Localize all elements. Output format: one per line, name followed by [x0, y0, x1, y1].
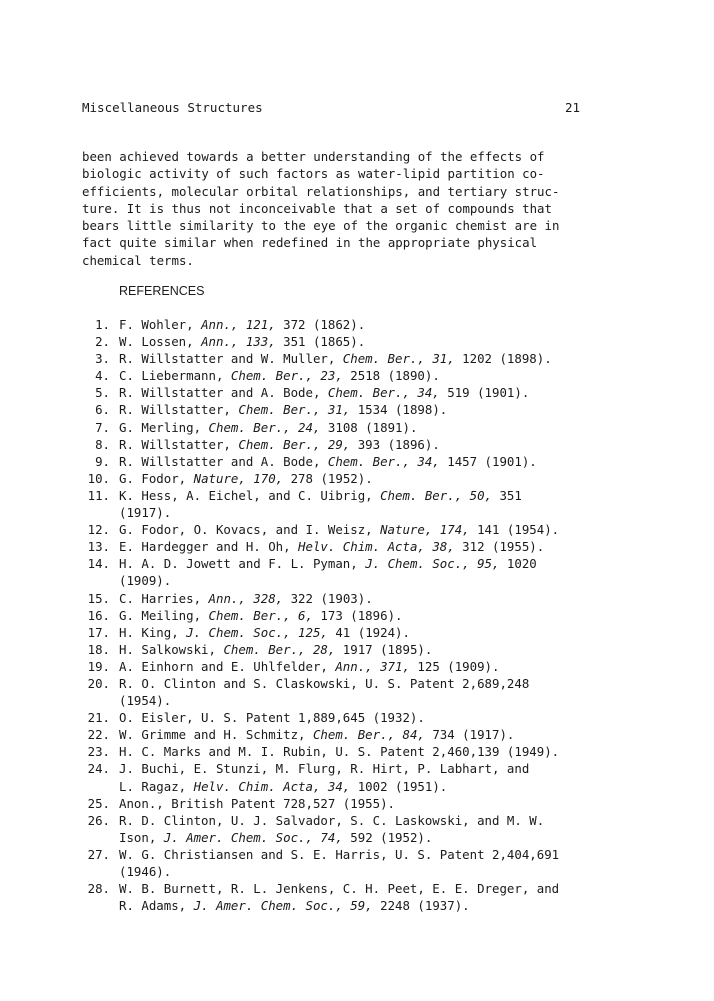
reference-number: 14. [87, 556, 110, 572]
reference-pages: 125 (1909). [409, 658, 500, 674]
reference-line [119, 350, 600, 367]
reference-number: 27. [87, 846, 110, 862]
reference-item [80, 453, 600, 470]
reference-journal: Chem. Ber., 84, [312, 727, 425, 743]
reference-item [80, 658, 600, 675]
reference-continuation [119, 897, 600, 914]
reference-pages: 734 (1917). [424, 727, 515, 743]
reference-year: (1954). [119, 693, 172, 709]
reference-authors: C. Liebermann, [119, 368, 231, 384]
reference-authors: F. Wohler, [119, 317, 202, 332]
reference-continuation [119, 572, 600, 589]
reference-pages: 1917 (1895). [335, 641, 433, 657]
references-list [80, 316, 600, 914]
reference-journal: J. Chem. Soc., 95, [365, 556, 500, 572]
reference-journal: Ann., 121, [201, 317, 276, 332]
reference-journal: Chem. Ber., 34, [327, 453, 440, 469]
reference-line [119, 555, 600, 572]
reference-journal: Ann., 133, [201, 334, 276, 350]
reference-pages: 2518 (1890). [342, 368, 440, 384]
reference-pages: 1020 [499, 556, 537, 572]
reference-pages: 2248 (1937). [372, 898, 470, 914]
reference-authors: C. Harries, [119, 590, 209, 606]
reference-journal: Chem. Ber., 24, [208, 419, 321, 435]
reference-number: 25. [87, 795, 110, 811]
reference-authors: R. Willstatter and A. Bode, [119, 385, 328, 401]
reference-authors: O. Eisler, U. S. Patent 1,889,645 (1932). [119, 710, 425, 726]
reference-item [80, 367, 600, 384]
reference-line [119, 641, 600, 658]
reference-line [119, 401, 600, 418]
reference-pages: 351 [492, 487, 522, 503]
reference-authors: W. G. Christiansen and S. E. Harris, U. S. Patent 2,404,691 [119, 846, 560, 862]
reference-authors: W. Grimme and H. Schmitz, [119, 727, 313, 743]
reference-journal: Chem. Ber., 29, [238, 436, 351, 452]
reference-line [119, 607, 600, 624]
reference-number: 10. [87, 470, 110, 486]
paragraph-line: ture. It is thus not inconceivable that a set of compounds that [82, 200, 552, 216]
reference-number: 8. [95, 436, 110, 452]
reference-authors: R. Willstatter, [119, 436, 239, 452]
reference-journal: Chem. Ber., 31, [342, 351, 455, 367]
reference-continuation [119, 778, 600, 795]
reference-item [80, 812, 600, 846]
reference-line [119, 384, 600, 401]
paragraph-line: fact quite similar when redefined in the appropriate physical [82, 235, 538, 251]
reference-item [80, 709, 600, 726]
reference-item [80, 333, 600, 350]
reference-number: 11. [87, 487, 110, 503]
reference-line [119, 538, 600, 555]
reference-number: 28. [87, 881, 110, 897]
reference-pages: 1457 (1901). [439, 453, 537, 469]
reference-line [119, 743, 600, 760]
reference-line [119, 675, 600, 692]
reference-item [80, 743, 600, 760]
reference-authors: H. C. Marks and M. I. Rubin, U. S. Patent 2,460,139 (1949). [119, 744, 560, 760]
reference-pages: 173 (1896). [312, 607, 403, 623]
reference-line [119, 453, 600, 470]
reference-number: 7. [95, 419, 110, 435]
reference-item [80, 487, 600, 521]
reference-item [80, 350, 600, 367]
reference-authors: R. Willstatter, [119, 402, 239, 418]
reference-item [80, 624, 600, 641]
reference-authors: E. Hardegger and H. Oh, [119, 539, 299, 555]
reference-line [119, 795, 600, 812]
reference-number: 23. [87, 744, 110, 760]
reference-line [119, 367, 600, 384]
reference-journal: J. Amer. Chem. Soc., 74, [163, 829, 343, 845]
reference-continuation [119, 504, 600, 521]
reference-number: 16. [87, 607, 110, 623]
reference-authors: L. Ragaz, [119, 778, 194, 794]
reference-number: 6. [95, 402, 110, 418]
reference-number: 2. [95, 334, 110, 350]
reference-journal: Ann., 371, [335, 658, 410, 674]
reference-number: 4. [95, 368, 110, 384]
reference-authors: G. Fodor, [119, 470, 194, 486]
reference-item [80, 538, 600, 555]
reference-item [80, 641, 600, 658]
reference-item [80, 470, 600, 487]
reference-line [119, 590, 600, 607]
reference-pages: 372 (1862). [275, 317, 366, 332]
reference-pages: 351 (1865). [275, 334, 366, 350]
reference-pages: 322 (1903). [283, 590, 373, 606]
reference-line [119, 436, 600, 453]
reference-item [80, 419, 600, 436]
reference-item [80, 760, 600, 794]
reference-journal: Chem. Ber., 23, [230, 368, 343, 384]
references-heading: REFERENCES [119, 284, 205, 298]
paragraph-line: biologic activity of such factors as water-lipid partition co- [82, 166, 545, 182]
reference-number: 24. [87, 761, 110, 777]
reference-pages: 393 (1896). [350, 436, 440, 452]
page-number: 21 [564, 100, 580, 115]
reference-authors: G. Fodor, O. Kovacs, and I. Weisz, [119, 522, 381, 538]
reference-number: 18. [87, 641, 110, 657]
reference-year: (1909). [119, 573, 172, 589]
reference-item [80, 607, 600, 624]
reference-item [80, 521, 600, 538]
reference-line [119, 726, 600, 743]
reference-pages: 1002 (1951). [350, 778, 448, 794]
reference-item [80, 401, 600, 418]
reference-year: (1917). [119, 505, 172, 521]
reference-line [119, 709, 600, 726]
reference-authors: R. Willstatter and A. Bode, [119, 453, 328, 469]
reference-journal: Nature, 174, [380, 522, 470, 538]
reference-line [119, 521, 600, 538]
reference-item [80, 795, 600, 812]
reference-authors: R. Willstatter and W. Muller, [119, 351, 343, 367]
reference-pages: 519 (1901). [439, 385, 530, 401]
reference-number: 21. [87, 710, 110, 726]
reference-authors: G. Meiling, [119, 607, 209, 623]
reference-item [80, 726, 600, 743]
reference-number: 5. [95, 385, 110, 401]
body-paragraph [82, 148, 582, 269]
reference-continuation [119, 829, 600, 846]
reference-authors: W. Lossen, [119, 334, 202, 350]
reference-line [119, 470, 600, 487]
reference-line [119, 333, 600, 350]
reference-item [80, 846, 600, 880]
reference-number: 22. [87, 727, 110, 743]
reference-number: 9. [95, 453, 110, 469]
reference-journal: J. Amer. Chem. Soc., 59, [193, 898, 373, 914]
reference-number: 17. [87, 624, 110, 640]
reference-authors: R. Adams, [119, 898, 194, 914]
reference-authors: Ison, [119, 829, 164, 845]
reference-item [80, 675, 600, 709]
reference-pages: 278 (1952). [283, 470, 373, 486]
reference-journal: Chem. Ber., 50, [380, 487, 492, 503]
reference-authors: R. O. Clinton and S. Claskowski, U. S. Patent 2,689,248 [119, 675, 530, 691]
reference-journal: Chem. Ber., 6, [208, 607, 313, 623]
reference-journal: J. Chem. Soc., 125, [186, 624, 328, 640]
reference-line [119, 846, 600, 863]
reference-number: 1. [95, 317, 110, 332]
reference-number: 15. [87, 590, 110, 606]
reference-authors: K. Hess, A. Eichel, and C. Uibrig, [119, 487, 381, 503]
reference-pages: 141 (1954). [469, 522, 560, 538]
reference-pages: 592 (1952). [342, 829, 433, 845]
reference-journal: Chem. Ber., 31, [238, 402, 351, 418]
reference-continuation [119, 692, 600, 709]
paragraph-line: bears little similarity to the eye of the organic chemist are in [82, 218, 560, 234]
reference-line [119, 487, 600, 504]
reference-pages: 1534 (1898). [350, 402, 448, 418]
reference-line [119, 880, 600, 897]
reference-line [119, 419, 600, 436]
paragraph-line: efficients, molecular orbital relationships, and tertiary struc- [82, 183, 560, 199]
reference-item [80, 590, 600, 607]
reference-authors: G. Merling, [119, 419, 209, 435]
reference-number: 20. [87, 675, 110, 691]
reference-continuation [119, 863, 600, 880]
reference-line [119, 812, 600, 829]
reference-authors: Anon., British Patent 728,527 (1955). [119, 795, 396, 811]
reference-number: 12. [87, 522, 110, 538]
reference-number: 19. [87, 658, 110, 674]
reference-pages: 41 (1924). [327, 624, 410, 640]
reference-journal: Helv. Chim. Acta, 34, [193, 778, 351, 794]
reference-authors: H. A. D. Jowett and F. L. Pyman, [119, 556, 366, 572]
reference-pages: 312 (1955). [454, 539, 545, 555]
reference-item [80, 384, 600, 401]
reference-journal: Chem. Ber., 34, [327, 385, 440, 401]
reference-line [119, 658, 600, 675]
reference-number: 13. [87, 539, 110, 555]
reference-authors: A. Einhorn and E. Uhlfelder, [119, 658, 336, 674]
reference-number: 3. [95, 351, 110, 367]
reference-item [80, 316, 600, 333]
reference-authors: H. King, [119, 624, 187, 640]
reference-authors: J. Buchi, E. Stunzi, M. Flurg, R. Hirt, P. Labhart, and [119, 761, 530, 777]
paragraph-line: been achieved towards a better understanding of the effects of [82, 149, 545, 164]
reference-number: 26. [87, 812, 110, 828]
reference-item [80, 880, 600, 914]
reference-pages: 3108 (1891). [320, 419, 418, 435]
reference-journal: Chem. Ber., 28, [223, 641, 336, 657]
reference-line [119, 316, 600, 333]
reference-line [119, 760, 600, 777]
reference-authors: R. D. Clinton, U. J. Salvador, S. C. Laskowski, and M. W. [119, 812, 545, 828]
reference-authors: W. B. Burnett, R. L. Jenkens, C. H. Peet, E. E. Dreger, and [119, 881, 560, 897]
running-title: Miscellaneous Structures [82, 100, 263, 115]
reference-line [119, 624, 600, 641]
reference-journal: Ann., 328, [208, 590, 284, 606]
reference-journal: Nature, 170, [193, 470, 284, 486]
paragraph-line: chemical terms. [82, 252, 194, 268]
reference-authors: H. Salkowski, [119, 641, 224, 657]
reference-item [80, 436, 600, 453]
reference-journal: Helv. Chim. Acta, 38, [298, 539, 455, 555]
reference-pages: 1202 (1898). [454, 351, 552, 367]
reference-item [80, 555, 600, 589]
reference-year: (1946). [119, 864, 172, 879]
